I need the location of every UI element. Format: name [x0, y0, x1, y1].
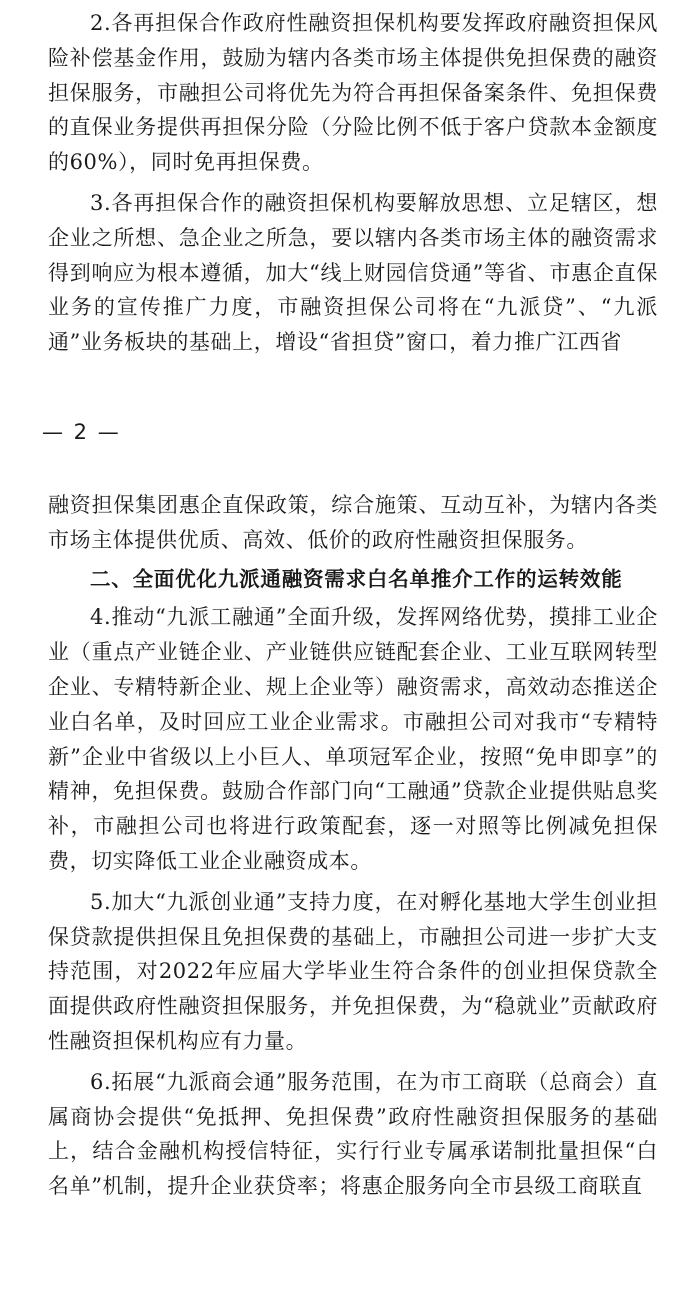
paragraph-3: 3.各再担保合作的融资担保机构要解放思想、立足辖区，想企业之所想、急企业之所急，要以辖内各类市场主体的融资需求得到响应为根本遵循，加大“线上财园信贷通”等省、市惠企直保业务的宣传推广力度，市融资担保公司将在“九派贷”、“九派通”业务板块的基础上，增设“省担贷”窗口，着力推广江西省 — [48, 190, 658, 355]
document-page-upper — [0, 0, 700, 470]
page-number: — 2 — — [42, 420, 121, 444]
paragraph-6: 6.拓展“九派商会通”服务范围，在为市工商联（总商会）直属商协会提供“免抵押、免担保费”政府性融资担保服务的基础上，结合金融机构授信特征，实行行业专属承诺制批量担保“白名单”机制，提升企业获贷率；将惠企服务向全市县级工商联直 — [48, 1069, 658, 1199]
page-break — [0, 470, 700, 480]
paragraph-5: 5.加大“九派创业通”支持力度，在对孵化基地大学生创业担保贷款提供担保且免担保费的基础上，市融担公司进一步扩大支持范围，对2022年应届大学毕业生符合条件的创业担保贷款全面提供政府性融资担保服务，并免担保费，为“稳就业”贡献政府性融资担保机构应有力量。 — [48, 889, 658, 1053]
section-heading: 二、全面优化九派通融资需求白名单推介工作的运转效能 — [90, 566, 623, 591]
document-page-lower — [0, 480, 700, 1307]
paragraph-continuation: 融资担保集团惠企直保政策，综合施策、互动互补，为辖内各类市场主体提供优质、高效、低价的政府性融资担保服务。 — [48, 493, 658, 552]
paragraph-4: 4.推动“九派工融通”全面升级，发挥网络优势，摸排工业企业（重点产业链企业、产业链供应链配套企业、工业互联网转型企业、专精特新企业、规上企业等）融资需求，高效动态推送企业白名单，及时回应工业企业需求。市融担公司对我市“专精特新”企业中省级以上小巨人、单项冠军企业，按照“免申即享”的精神，免担保费。鼓励合作部门向“工融通”贷款企业提供贴息奖补，市融担公司也将进行政策配套，逐一对照等比例减免担保费，切实降低工业企业融资成本。 — [48, 605, 658, 873]
paragraph-2: 2.各再担保合作政府性融资担保机构要发挥政府融资担保风险补偿基金作用，鼓励为辖内各类市场主体提供免担保费的融资担保服务，市融担公司将优先为符合再担保备案条件、免担保费的直保业务提供再担保分险（分险比例不低于客户贷款本金额度的60%），同时免再担保费。 — [48, 11, 658, 175]
